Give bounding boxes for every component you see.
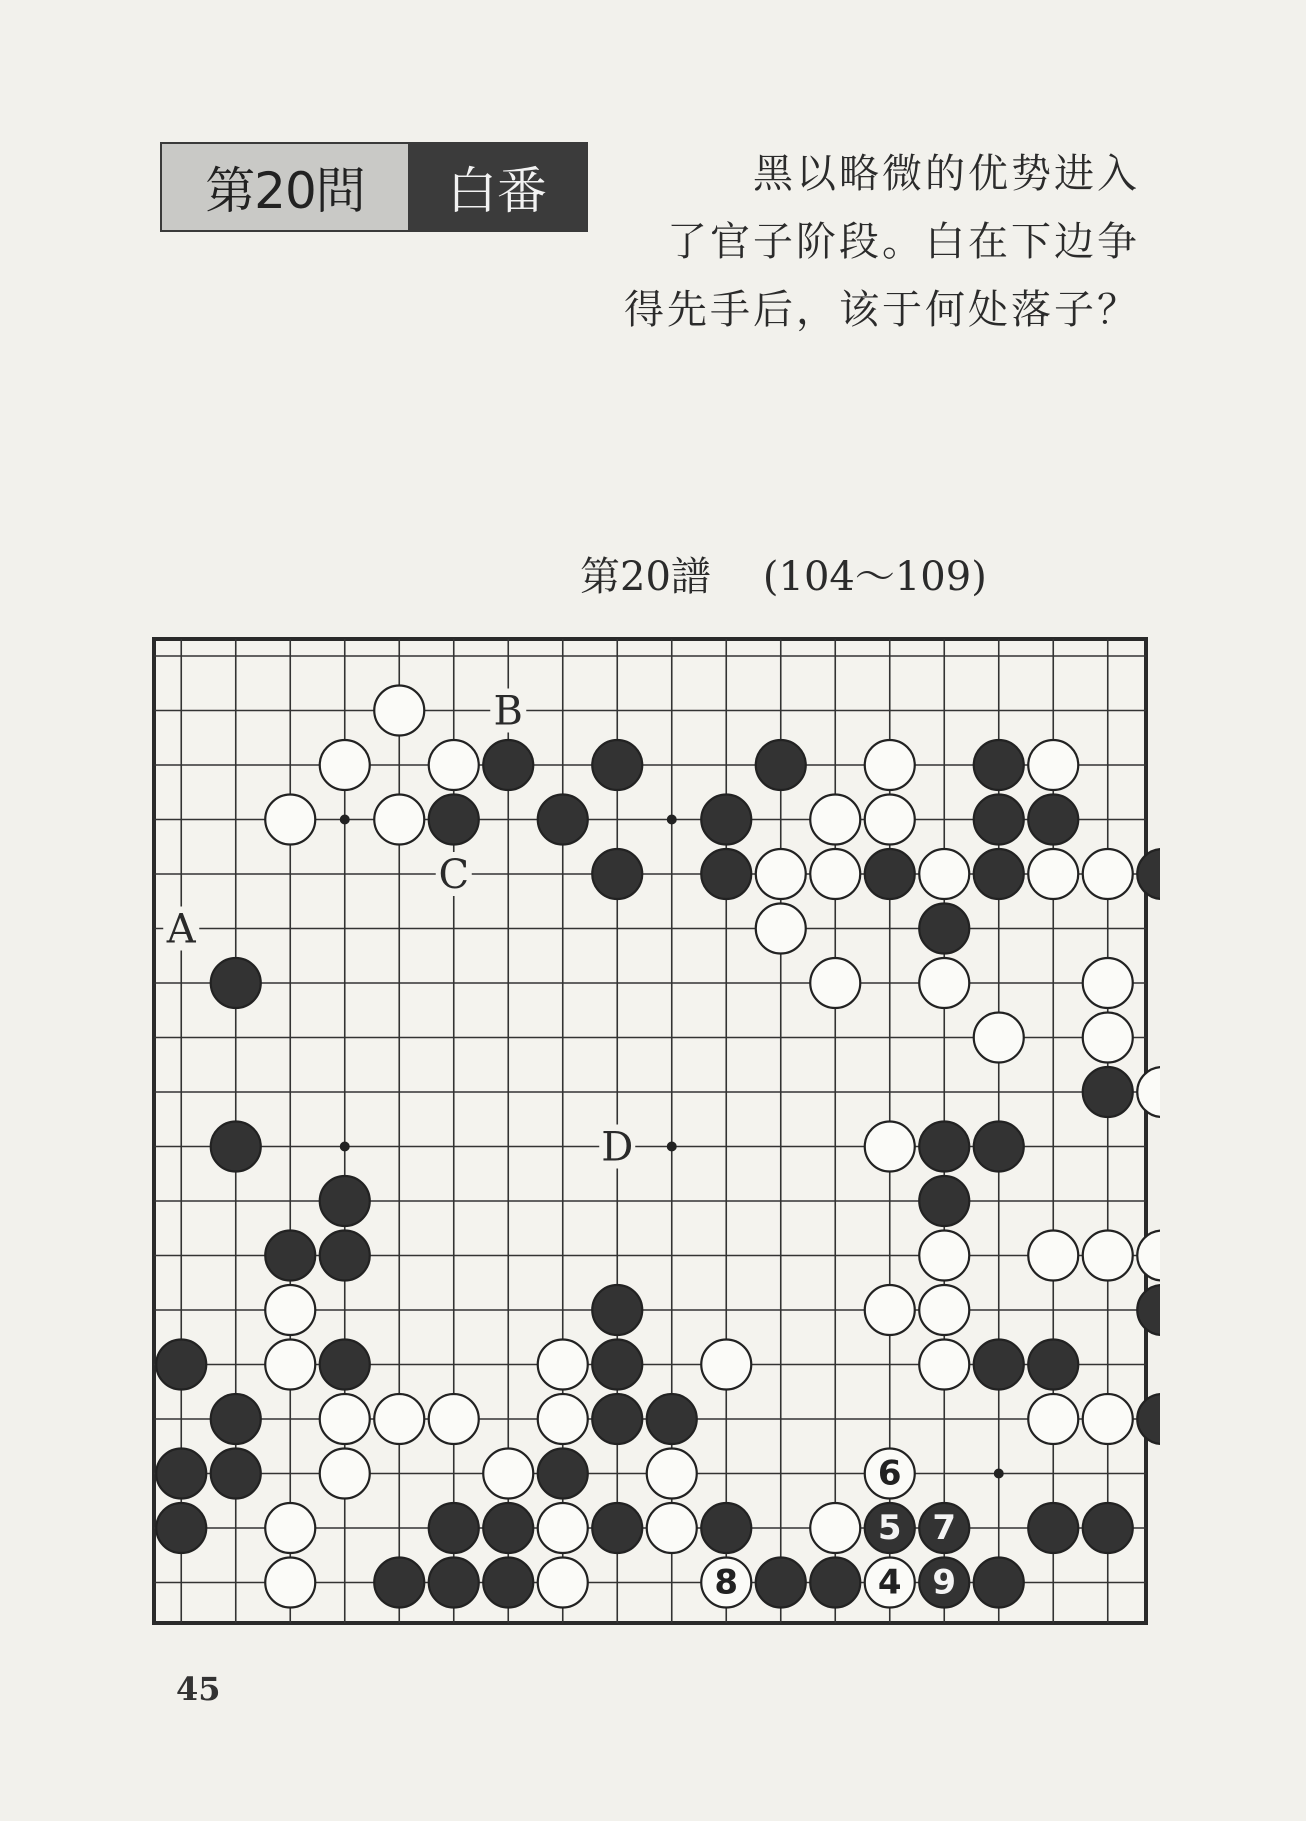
black-stone	[320, 1340, 370, 1390]
move-number: 4	[877, 1562, 902, 1603]
black-stone	[1028, 1503, 1078, 1553]
black-stone	[156, 1340, 206, 1390]
move-number: 8	[714, 1562, 739, 1603]
black-stone	[320, 1231, 370, 1281]
white-stone	[483, 1449, 533, 1499]
black-stone	[483, 1503, 533, 1553]
white-stone	[265, 1340, 315, 1390]
question-line: 黑以略微的优势进入	[753, 151, 1140, 197]
black-stone	[429, 795, 479, 845]
white-stone	[1083, 1013, 1133, 1063]
position-label: A	[166, 906, 196, 953]
white-stone	[647, 1449, 697, 1499]
white-stone	[919, 1231, 969, 1281]
white-stone	[1028, 740, 1078, 790]
move-number: 9	[932, 1562, 957, 1603]
white-stone	[1083, 958, 1133, 1008]
white-stone	[538, 1558, 588, 1608]
white-stone	[1083, 1394, 1133, 1444]
black-stone	[429, 1503, 479, 1553]
black-stone	[919, 1122, 969, 1172]
white-stone	[919, 958, 969, 1008]
white-stone	[919, 849, 969, 899]
white-stone	[538, 1503, 588, 1553]
white-stone	[1028, 1231, 1078, 1281]
white-stone	[538, 1340, 588, 1390]
turn-label: 白番	[408, 144, 586, 230]
black-stone	[156, 1503, 206, 1553]
white-stone	[919, 1285, 969, 1335]
black-stone	[974, 795, 1024, 845]
black-stone	[265, 1231, 315, 1281]
position-label: B	[493, 688, 523, 735]
problem-label: 第20問	[162, 144, 408, 230]
black-stone	[592, 1340, 642, 1390]
black-stone	[429, 1558, 479, 1608]
white-stone	[865, 1285, 915, 1335]
white-stone	[320, 1449, 370, 1499]
move-number: 5	[877, 1508, 902, 1548]
page-number: 45	[176, 1670, 221, 1708]
white-stone	[810, 958, 860, 1008]
move-range: (104～109)	[762, 554, 987, 600]
white-stone	[865, 740, 915, 790]
black-stone	[538, 1449, 588, 1499]
white-stone	[429, 1394, 479, 1444]
white-stone	[374, 686, 424, 736]
white-stone	[974, 1013, 1024, 1063]
white-stone	[374, 1394, 424, 1444]
black-stone	[211, 1394, 261, 1444]
move-number: 6	[877, 1453, 902, 1494]
black-stone	[756, 1558, 806, 1608]
black-stone	[974, 1558, 1024, 1608]
black-stone	[592, 740, 642, 790]
diagram-title: 第20譜	[580, 554, 711, 600]
black-stone	[1028, 795, 1078, 845]
white-stone	[429, 740, 479, 790]
black-stone	[974, 1122, 1024, 1172]
white-stone	[1083, 1231, 1133, 1281]
black-stone	[483, 740, 533, 790]
black-stone	[756, 740, 806, 790]
black-stone	[320, 1176, 370, 1226]
white-stone	[810, 795, 860, 845]
white-stone	[1083, 849, 1133, 899]
black-stone	[483, 1558, 533, 1608]
black-stone	[211, 1122, 261, 1172]
black-stone	[701, 849, 751, 899]
diagram-caption	[580, 545, 987, 602]
black-stone	[974, 1340, 1024, 1390]
white-stone	[320, 740, 370, 790]
white-stone	[320, 1394, 370, 1444]
white-stone	[810, 1503, 860, 1553]
white-stone	[865, 795, 915, 845]
black-stone	[865, 849, 915, 899]
question-line: 了官子阶段。白在下边争	[667, 219, 1140, 265]
star-point	[340, 1142, 350, 1152]
move-number: 7	[932, 1508, 957, 1548]
white-stone	[756, 849, 806, 899]
black-stone	[211, 1449, 261, 1499]
black-stone	[1083, 1067, 1133, 1117]
black-stone	[810, 1558, 860, 1608]
black-stone	[647, 1394, 697, 1444]
white-stone	[265, 1558, 315, 1608]
black-stone	[592, 1503, 642, 1553]
star-point	[340, 815, 350, 825]
position-label: C	[438, 852, 470, 898]
black-stone	[156, 1449, 206, 1499]
star-point	[667, 1142, 677, 1152]
white-stone	[919, 1340, 969, 1390]
black-stone	[974, 740, 1024, 790]
black-stone	[1083, 1503, 1133, 1553]
white-stone	[1028, 1394, 1078, 1444]
black-stone	[919, 1176, 969, 1226]
black-stone	[701, 795, 751, 845]
black-stone	[919, 904, 969, 954]
question-text	[600, 140, 1140, 344]
black-stone	[211, 958, 261, 1008]
black-stone	[974, 849, 1024, 899]
star-point	[667, 815, 677, 825]
black-stone	[592, 1394, 642, 1444]
white-stone	[647, 1503, 697, 1553]
black-stone	[592, 849, 642, 899]
position-label: D	[601, 1124, 634, 1171]
black-stone	[538, 795, 588, 845]
black-stone	[701, 1503, 751, 1553]
question-line: 得先手后，该于何处落子？	[624, 287, 1140, 333]
white-stone	[701, 1340, 751, 1390]
black-stone	[374, 1558, 424, 1608]
white-stone	[538, 1394, 588, 1444]
white-stone	[810, 849, 860, 899]
white-stone	[265, 795, 315, 845]
black-stone	[1028, 1340, 1078, 1390]
white-stone	[374, 795, 424, 845]
star-point	[994, 1469, 1004, 1479]
white-stone	[865, 1122, 915, 1172]
problem-badge	[160, 142, 588, 232]
black-stone	[592, 1285, 642, 1335]
go-board-diagram	[140, 625, 1160, 1637]
white-stone	[1028, 849, 1078, 899]
white-stone	[265, 1503, 315, 1553]
white-stone	[756, 904, 806, 954]
white-stone	[265, 1285, 315, 1335]
